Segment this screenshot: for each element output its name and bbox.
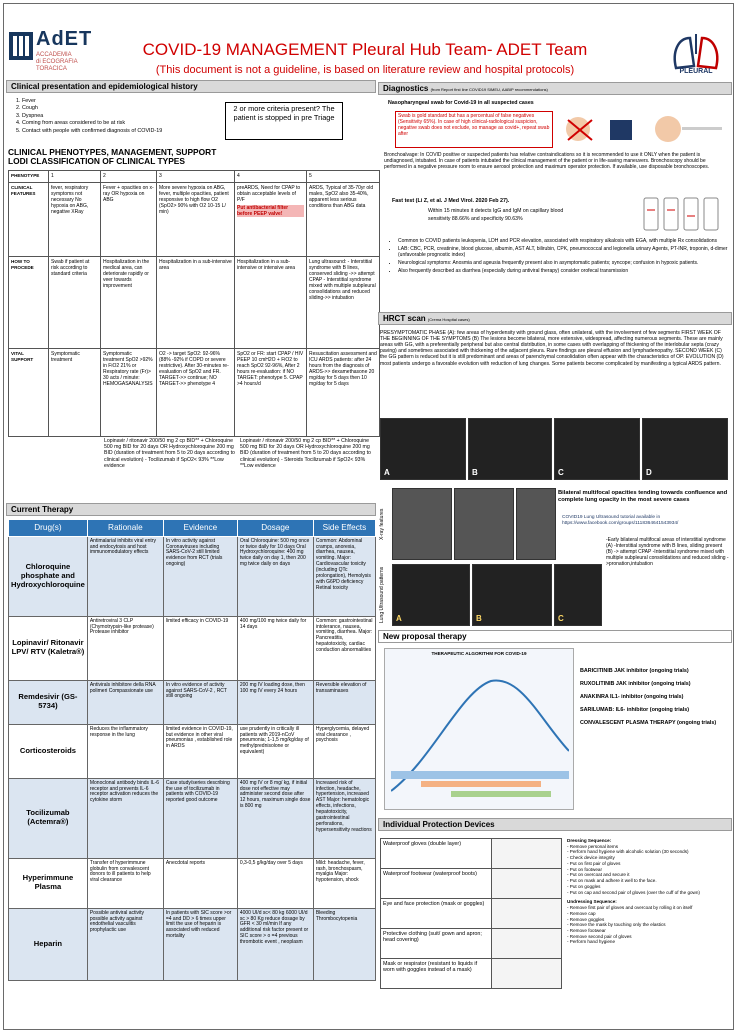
xray-image-2 — [454, 488, 514, 560]
list-item: - Put on goggles — [567, 883, 601, 889]
table-row: CLINICAL FEATURES fever, respiratory symptoms not necessary No hypoxia on ABG, negative XRay Fever + opacities on x-ray OR hypoxia on ABG More severe hypoxia on ABG, fever, multiple opacities, patient responsive to high flow O2 (SpO2> 90% with O2 10-15 L/ min) preARDS, Need for CPAP to obtain acceptable levels of P/F Put antibacterial filter before PEEP valve! ARDS, Typical of 35-70yr old males, SpO2 also 35-40%, apparent less serious conditions than ABG data — [9, 183, 380, 257]
hrct-bar: HRCT scan (Crema Hospital cases) — [378, 312, 732, 325]
lus-text: -Early bilateral multifocal areas of interstitial syndrome (A) -Interstitial syndrome with B lines, sliding present (B) -> attempt CPAP -Interstitial syndrome mixed with multiple subpleural consolidations and reduced sliding ->pronation,intubation — [606, 537, 729, 567]
new-therapy-list — [580, 668, 728, 733]
ct-image-b: B — [468, 418, 552, 480]
ipd-table — [380, 838, 562, 989]
page-title: COVID-19 MANAGEMENT Pleural Hub Team- ADET Team — [142, 40, 588, 59]
new-therapy-bar: New proposal therapy — [378, 630, 732, 643]
swab-title: Nasopharyngeal swab for Covid-19 in all suspected cases — [388, 100, 534, 106]
list-item: BARICITINIB JAK inhibitor (ongoing trials) — [580, 668, 689, 674]
adet-logo-subtitle: ACCADEMIA di ECOGRAFIA TORACICA — [36, 52, 78, 73]
table-row: Mask or respirator (resistant to liquids if worn with goggles instead of a mask) — [381, 959, 562, 989]
list-item: 2. Cough — [22, 105, 223, 111]
algorithm-title: THERAPEUTIC ALGORITHM FOR COVID-19 — [431, 651, 527, 656]
adet-logo-mark-icon — [8, 30, 34, 62]
lus-label: Lung Ultrasound patterns — [379, 566, 385, 624]
list-item: - Put on overcoat and secure it — [567, 872, 630, 878]
list-item: - Remove second pair of gloves — [567, 933, 632, 939]
table-row: Protective clothing (suit/ gown and apron; head covering) — [381, 929, 562, 959]
diagnostics-list — [392, 238, 728, 276]
table-row: Waterproof footwear (waterproof boots) — [381, 869, 562, 899]
table-row: Chloroquine phosphate and Hydroxychloroquine Antimalarial inhibits viral entry and endocytosis and host immunomodulatory effects In vitro activity against Coronaviruses including SARS-CoV-2 still limited evidence from RCT (trials ongoing) Oral Chloroquine: 500 mg once or twice daily for 10 days Oral Hydroxychloroquine: 400 mg twice daily on day 1, then 200 mg twice daily on days Common: Abdominal cramps, anorexia, diarrhea, nausea, vomiting. Major: Cardiovascular toxicity (including QTc prolongation), Hemolysis with G6PD deficiency Retinal toxicity — [9, 536, 376, 616]
boots-icon — [492, 869, 562, 899]
list-item: • Common to COVID patients leukopenia, LDH and PCR elevation, associated with respiratory alkalosis with EGA, with multiple Rx consolidations — [398, 238, 728, 244]
triage-callout: 2 or more criteria present? The patient is stopped in pre Triage — [225, 102, 343, 140]
current-therapy-bar: Current Therapy — [6, 503, 376, 516]
list-item: - Perform hand hygiene — [567, 939, 616, 945]
goggles-icon — [492, 899, 562, 929]
list-item: - Remove personal items — [567, 843, 619, 849]
list-item: - Put on first pair of gloves — [567, 860, 621, 866]
table-row: VITAL SUPPORT Symptomatic treatment Symptomatic treatment SpO2 >92% in FiO2 21% or Respiratory rate (Fr)> 30 acts / minute: HEMOGASANALYSIS O2 -> target SpO2: 92-96% (88% -92% if COPD or severe restrictive). After 30-minutes re-evaluation of SpO2 and FR. TARGET->> continue; NO TARGET->> phenotype 4 SpO2 or FR: start CPAP / HIV PEEP 10 cmH2O + FiO2 to reach SpO2 92-96%, After 2 hours re-evaluation: if NO TARGET: phenotype 5. CPAP >4 hours/d Resuscitation assessment and ICU ARDS patients: after 24 hours from the diagnosis of ARDS->> dexamethasone 20 mg/day for 5 days then 10 mg/day for 5 days — [9, 349, 380, 437]
list-item: - Remove cap — [567, 910, 596, 916]
gloves-icon — [492, 839, 562, 869]
lopinavir-note-left: Lopinavir / ritonavir 200/50 mg 2 cp BID** + Chloroquine 500 mg BID for 20 days OR Hydroxychloroquine 200 mg BID (duration of treatment from 5 to 20 days according to clinical evolution) - Tocilizumab if SpO2< 93% **Low evidence — [104, 438, 235, 469]
lus-image-a: A — [392, 564, 470, 626]
lus-image-c: C — [554, 564, 602, 626]
list-item: - Remove the mask by touching only the elastics — [567, 922, 666, 928]
list-item: RUXOLITINIB JAK inhibitor (ongoing trials) — [580, 681, 691, 688]
table-row: Remdesivir (GS-5734) Antivirals inhibitore della RNA polimeri Compassionate use In vitro evidence of activity against SARS-CoV-2 , RCT still ongoing 200 mg IV loading dose, then 100 mg IV every 24 hours Reversible elevation of transaminases — [9, 680, 376, 724]
xray-image-1 — [392, 488, 452, 560]
ct-image-c: C — [554, 418, 640, 480]
table-row: Lopinavir/ Ritonavir LPV/ RTV (Kaletra®) Antiretroviral 3 CLP (Chymotrypsin-like protease) Protease inhibitor limited efficacy in COVID-19 400 mg/100 mg twice daily for 14 days Common: gastrointestinal intolerance, nausea, vomiting, diarrhea. Major: Pancreatitis, hepatotoxicity, cardiac conduction abnormalities — [9, 616, 376, 680]
drug-table — [8, 519, 376, 981]
xray-text: Bilateral multifocal opacities tending towards confluence and complete lung opacity in the most severe cases — [558, 490, 728, 503]
list-item: - Remove first pair of gloves and overcoat by rolling it on itself — [567, 905, 693, 911]
table-row: PHENOTYPE 1 2 3 4 5 — [9, 171, 380, 183]
phenotypes-heading: CLINICAL PHENOTYPES, MANAGEMENT, SUPPORT LODI CLASSIFICATION OF CLINICAL TYPES — [8, 147, 217, 167]
ct-image-a: A — [380, 418, 466, 480]
lus-image-b: B — [472, 564, 552, 626]
pleural-logo-text: PLEURAL — [679, 68, 713, 75]
table-row: Hyperimmune Plasma Transfer of hyperimmune globulin from convalescent donors to ill patients to help viral clearance Anecdotal reports 0,3-0,5 g/kg/day over 5 days Mild: headache, fever, rash, bronchospasm, myalgia Major: hypotension, shock — [9, 858, 376, 908]
rapid-test-cassette-icon — [640, 196, 724, 232]
list-item: - Check device integrity — [567, 855, 615, 861]
fast-test-detail-2: sensitivity 88.66% and specificity 90.63% — [428, 216, 523, 222]
list-item: • Also frequently described as diarrhea (especially during antiviral therapy) consider orofecal transmission — [398, 268, 728, 274]
xray-label: X-ray features — [379, 508, 385, 540]
ct-image-d: D — [642, 418, 728, 480]
list-item: SARILUMAB: IL6- inhibitor (ongoing trials) — [580, 707, 689, 714]
dressing-sequence: Dressing Sequence: - Remove personal items - Perform hand hygiene with alcoholic solution (30 seconds) - Check device integrity - Put on first pair of gloves - Put on footwear - Put on overcoat and secure it - Put on mask and adhere it well to the face. - Put on goggles - Put on cap and second pair of gloves (over the cuff of the gown) Undressing Sequence: - Remove first pair of gloves and overcoat by rolling it on itself - Remove cap - Remove goggles - Remove the mask by touching only the elastics - Remove footwear - Remove second pair of gloves - Perform hand hygiene — [567, 838, 729, 945]
lus-tutorial-link[interactable]: COVID19 Lung Ultrasound tutorial available in https://www.facebook.com/groups/1118364641543934/ — [562, 515, 679, 526]
swab-gold-standard-box: Swab is gold standard but has a percentual of false negatives (Sensitivity 65%). In case of high clinical-radiological suspicion, negative swab does not exclude, so manage as covid+, repeat swab after — [395, 111, 553, 148]
symptom-list — [8, 98, 223, 135]
algorithm-curve-icon — [391, 661, 569, 805]
list-item: • Neurological symptoms: Anosmia and ageusia frequently present also in asymptomatic patients; syncope; confusion in hypoxic patients. — [398, 260, 728, 266]
list-item: 1. Fever — [22, 98, 223, 104]
list-item: - Put on cap and second pair of gloves (over the cuff of the gown) — [567, 889, 700, 895]
table-row: Corticosteroids Reduces the inflammatory response in the lung limited evidence in COVID-19, but evidence in other viral pneumonias , established role in ARDS use prudently in critically ill patients with 2019-nCoV pneumonia; 1-1,5 mg/kg/day of methylprednisolone or equivalent) Hyperglycemia, delayed viral clearance , psychosis — [9, 724, 376, 778]
adet-logo: AdET — [36, 28, 93, 50]
table-row: Tocilizumab (Actemra®) Monoclonal antibody binds IL-6 receptor and prevents IL-6 receptor activation reduces the cytokine storm Case study/series describing the use of tocilizumab in patients with COVID-19 reported good outcome 400 mg IV or 8 mg/ kg, if initial dose not effective may administer second dose after 12 hours, maximum single dose is 800 mg Increased risk of infection, headache, hypertension, increased AST Major: hematologic effects, infections, hepatotoxicity, gastrointestinal perforations, hypersensitivity reactions — [9, 778, 376, 858]
swab-illustration-icon — [558, 112, 728, 146]
list-item: - Perform hand hygiene with alcoholic solution (30 seconds) — [567, 849, 689, 855]
xray-image-3 — [516, 488, 556, 560]
table-row: HOW TO PROCEDE Swab if patient at risk according to standard criteria Hospitalization in the medical area, can deteriorate rapidly or veer towards improvement Hospitalization in a sub-intensive area Hospitalization in a sub-intensive or intensive area Lung ultrasound: - Interstitial syndrome with B lines, conserved sliding ->> attempt CPAP - Interstitial syndrome mixed with multiple subpleural consolidations and reduced sliding->> intubation — [9, 257, 380, 349]
table-row: Heparin Possible antiviral activity possible activity against endothelial vasculitis prophylactic use In patients with SIC score >or =4 and DD > 6 times upper limit the use of heparin is associated with reduced mortality 4000 UI/d sc< 80 kg 6000 UI/d sc > 80 Kg reduce dosage by GFR < 30 ml/min If any additional risk factor present or SIC score > o =4 previous thrombotic event , neoplasm Bleeding Thrombocytopenia — [9, 908, 376, 980]
therapeutic-algorithm-chart — [384, 648, 574, 810]
list-item: - Put on mask and adhere it well to the face. — [567, 878, 657, 884]
ipd-bar: Individual Protection Devices — [378, 818, 732, 831]
table-row: Eye and face protection (mask or goggles) — [381, 899, 562, 929]
list-item: - Remove footwear — [567, 928, 606, 934]
table-header-row: Drug(s) Rationale Evidence Dosage Side Effects — [9, 520, 376, 537]
list-item: • LAB: CBC, PCR, creatinine, blood glucose, albumin, AST ALT, bilirubin, CPK, pneumococcal and legionella urinary Agents, PT-INR, troponin, d-dimer (unfavorable prognostic index) — [398, 246, 728, 258]
fast-test-title: Fast test (Li Z, et al. J Med Virol. 2020 Feb 27). — [392, 198, 510, 204]
respirator-icon — [492, 959, 562, 989]
bronchoalvage-text: Bronchoalvage: In COVID positive or suspected patients has relative contraindications so it is recommended to use it ONLY when the patient is undiagnosed, intubated. In case of patients intubated the clinical management of the patient or in life-saving maneuvers. Bronchoscopy should be performed in a negative pressure room to ensure aerosol protection and maximum operator protection. If available, use disposable bronchoscopes. — [384, 152, 710, 171]
list-item: 5. Contact with people with confirmed diagnosis of COVID-19 — [22, 128, 223, 134]
table-row: Waterproof gloves (double layer) — [381, 839, 562, 869]
fast-test-detail-1: Within 15 minutes it detects IgG and IgM on capillary blood — [428, 208, 564, 214]
lopinavir-note-right: Lopinavir / ritonavir 200/50 mg 2 cp BID** + Chloroquine 500 mg BID for 20 days OR Hydroxychloroquine 200 mg BID (duration of treatment from 5 to 20 days according to clinical evolution) - Steroids Tocilizumab if SpO2< 93% **Low evidence — [240, 438, 371, 469]
hrct-text: PRESYMPTOMATIC PHASE (A): few areas of hyperdensity with ground glass, often unilateral, with the involvement of few segments FIRST WEEK OF THE BEGINNING OF THE SYMPTOMS (B) The lesions become bilateral, more extensive, widespread, affecting numerous segments. These are mainly areas with GG, with a preferentially peripheral but also central distribution, in some cases with overlapping of thickening of the interlobular septa (crazy paving) and sometimes associated with thickening of the adjacent pleura. Rare findings are pleural effusion and lymphadenopathy. SECOND WEEK (C) the GG pattern is reduced but it is still predominant and areas of parenchymal consolidation often appear with the characteristics of OP. EVOLUTION (D) most patients undergo a favorable evolution with reduction of lung changes. Some patients become complicated by manifesting a typical ARDS pattern. — [380, 330, 724, 367]
gown-icon — [492, 929, 562, 959]
page-subtitle: (This document is not a guideline, is based on literature review and hospital protocols) — [155, 64, 575, 76]
list-item: 3. Dyspnea — [22, 113, 223, 119]
filter-alert: Put antibacterial filter before PEEP valve! — [237, 205, 304, 217]
clinical-presentation-bar: Clinical presentation and epidemiological history — [6, 80, 376, 93]
list-item: CONVALESCENT PLASMA THERAPY (ongoing trials) — [580, 720, 717, 727]
list-item: ANAKINRA IL1- inhibitor (ongoing trials) — [580, 694, 684, 701]
list-item: - Put on footwear — [567, 866, 602, 872]
list-item: 4. Coming from areas considered to be at risk — [22, 120, 223, 126]
list-item: - Remove goggles — [567, 916, 605, 922]
phenotype-table — [8, 170, 380, 437]
diagnostics-bar: Diagnostics (from Report first line COVID19 SIMEU, AABIP recommendations) — [378, 82, 732, 95]
